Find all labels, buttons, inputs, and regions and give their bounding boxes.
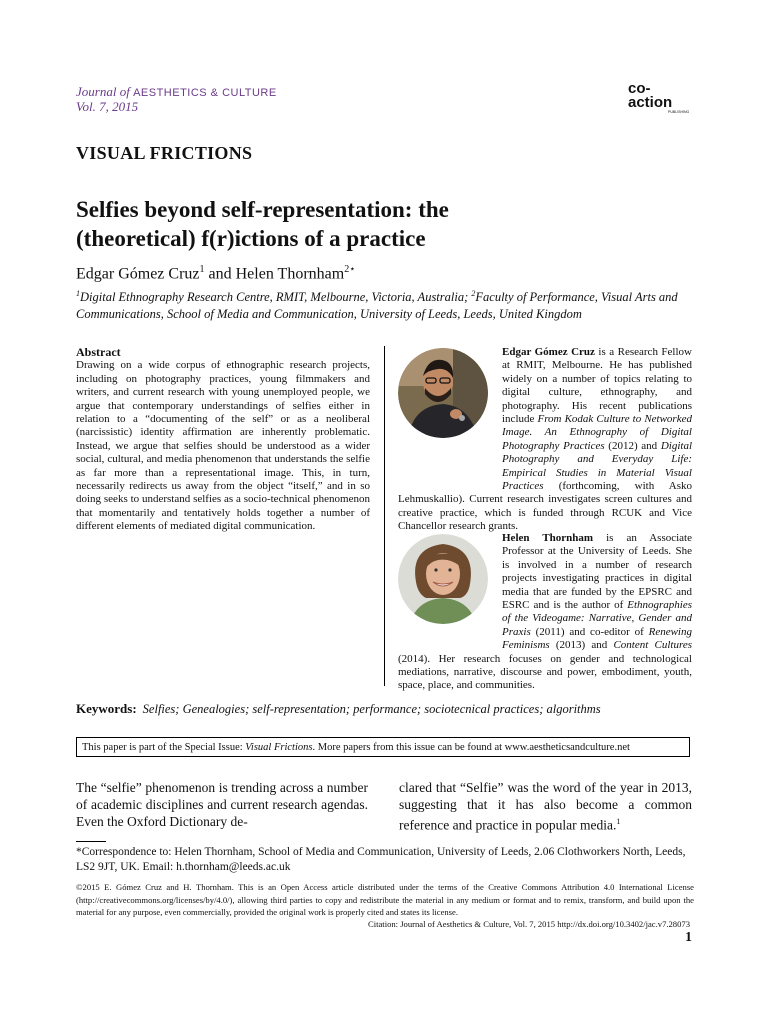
logo-top: co- [628,80,651,97]
affil-sup-1: 1 [76,289,80,298]
abstract-heading: Abstract [76,345,121,359]
co-action-logo [628,80,692,114]
license: ©2015 E. Gómez Cruz and H. Thornham. This is an Open Access article distributed under the terms of the Creative Commons Attribution 4.0 International License (http://creativecommons.org/licenses/by/4.0/), allowing third parties to copy and redistribute the material in any medium or format and to remix, transform, and build upon the material for any purpose, even commercially, provided the original work is properly cited and states its license. [76,882,694,918]
author-bio-1 [398,346,692,534]
footnote-ref: 1 [616,817,621,826]
keywords-label: Keywords: [76,701,137,716]
abstract-text: Drawing on a wide corpus of ethnographic research projects, including on photography practices, young filmmakers and writers, and current research with young unemployed people, we argue that contemporary understandings of selfies either in relation to a “documenting of the self” or as a neoliberal (narcissistic) identity affirmation are inherently problematic. Instead, we argue that selfies should be understood as a wider social, cultural, and media phenomenon that understands the selfie as far more than a representational image. This, in turn, necessarily redirects us away from the object “itself,” and in so doing seeks to understand selfies as a socio-technical phenomenon that momentarily and tentatively holds together a number of different elements of mediated digital communication. [76,359,370,533]
bio-1-text-1: is a Research Fellow at RMIT, Melbourne. He has published widely on a number of topics relating to digital culture, ethnography, and photography. His recent publications include [502,346,692,426]
bio-1-name: Edgar Gómez Cruz [502,346,595,358]
bio-2-text-3: (2013) and [549,639,614,652]
keywords [76,701,694,717]
column-divider [384,346,385,686]
bio-1-text-3: (forthcoming, with Asko Lehmuskallio). Current research investigates screen cultures and creative practice, which is funded through RCUK and Vice Chancellor research grants. [398,480,692,533]
special-text-2: . More papers from this issue can be found at www.aestheticsandculture.net [312,742,630,753]
author-2: Helen Thornham [235,265,345,283]
author-2-sup: 2⋆ [344,264,356,275]
bio-1-book-1: From Kodak Culture to Networked Image. An Ethnography of Digital Photography Practices [502,413,692,452]
affil-1: Digital Ethnography Research Centre, RMIT, Melbourne, Victoria, Australia; [80,290,472,305]
author-1: Edgar Gómez Cruz [76,265,200,283]
body-column-right [399,779,692,834]
logo-sub: PUBLISHING [668,110,690,114]
title-line-2: (theoretical) f(r)ictions of a practice [76,226,426,251]
authors [76,264,355,283]
body-column-left: The “selfie” phenomenon is trending across a number of academic disciplines and current research agendas. Even the Oxford Dictionary de- [76,780,368,829]
logo-bottom: action [628,94,673,111]
bio-2-text-2: (2011) and co-editor of [530,625,649,638]
affil-sup-2: 2 [471,289,476,298]
journal-prefix: Journal of [76,84,130,99]
page-number: 1 [685,930,692,945]
authors-and: and [204,265,236,283]
special-issue-box [76,737,690,757]
volume: Vol. 7, 2015 [76,99,139,114]
journal-title: AESTHETICS & CULTURE [133,87,277,99]
bio-1-text-2: (2012) and [604,439,661,452]
bio-2-text-1: is an Associate Professor at the University of Leeds. She is involved in a number of research projects investigating practices in digital media that are funded by the EPSRC and ESRC and is the author of [502,532,692,612]
photo-wrap-1 [398,346,502,482]
bio-2-book-2: Renewing Feminisms [502,625,692,652]
section-heading: VISUAL FRICTIONS [76,143,253,163]
author-photo-2 [398,534,488,624]
correspondence: *Correspondence to: Helen Thornham, School of Media and Communication, University of Leeds, 2.06 Clothworkers North, Leeds, LS2 9JT, UK. Email: h.thornham@leeds.ac.uk [76,846,686,873]
article-title [76,195,636,253]
bio-2-name: Helen Thornham [502,532,594,544]
special-issue-name: Visual Frictions [245,742,313,753]
footnote-rule [76,841,106,842]
abstract [76,346,370,534]
journal-name [76,84,277,100]
author-1-sup: 1 [199,264,205,275]
author-bio-2 [398,532,692,693]
bio-1-book-2: Digital Photography and Everyday Life: Empirical Studies in Material Visual Practices [502,439,692,493]
affiliations [76,285,694,323]
title-line-1: Selfies beyond self-representation: the [76,197,449,222]
citation: Citation: Journal of Aesthetics & Culture, Vol. 7, 2015 http://dx.doi.org/10.3402/jac.v7.28073 [367,919,690,929]
photo-wrap-2 [398,532,502,644]
body-right-text: clared that “Selfie” was the word of the year in 2013, suggesting that it has also become a common reference and practice in popular media. [399,780,692,833]
bio-2-text-4: (2014). Her research focuses on gender and technological mediations, narrative, discourse and power, embodiment, youth, space, place, and communities. [398,652,692,692]
special-text-1: This paper is part of the Special Issue: [82,742,246,753]
affil-2: Faculty of Performance, Visual Arts and Communications, School of Media and Communication, University of Leeds, Leeds, United Kingdom [76,290,678,322]
bio-2-book-1: Ethnographies of the Videogame: Narrative, Gender and Praxis [502,599,692,638]
author-photo-1 [398,348,488,438]
keywords-text: Selfies; Genealogies; self-representation; performance; sociotecnical practices; algorithms [142,702,601,716]
bio-2-book-3: Content Cultures [613,639,692,652]
